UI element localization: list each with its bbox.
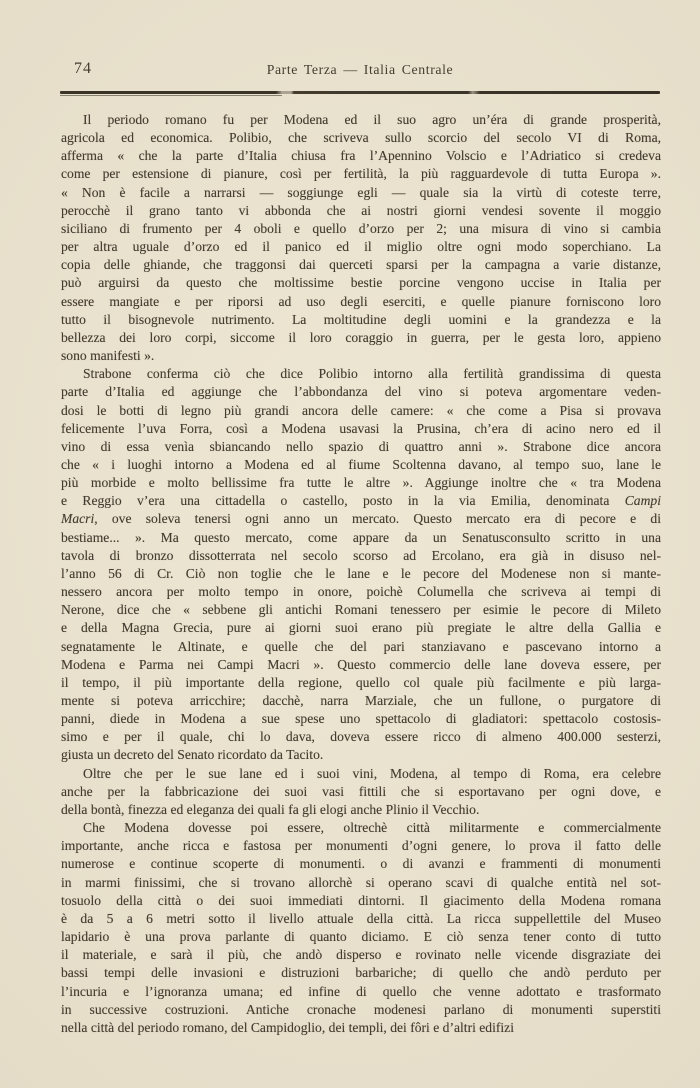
text-line: Nerone, dice che « sebbene gli antichi Romani tenessero per esimie le pecore di Mileto — [61, 602, 661, 618]
text-line: panni, diede in Modena a sue spese uno spettacolo di gladiatori: spettacolo costosis- — [61, 711, 661, 727]
text-line: perocchè il grano tanto vi abbonda che ai nostri giorni vendesi sovente il moggio — [61, 202, 661, 218]
paragraph — [61, 819, 661, 1037]
text-line: tavola di bronzo dissotterrata nel secolo scorso ad Ercolano, era già in disuso nel- — [61, 547, 661, 563]
text-line: bestiame... ». Ma questo mercato, come appare da un Senatusconsulto scritto in una — [61, 529, 661, 545]
page-header — [60, 60, 660, 82]
text-line: l’incuria e l’ignoranza umana; ed infine di quello che venne adottato e trasformato — [61, 983, 661, 999]
text-line: l’anno 56 di Cr. Ciò non toglie che le lane e le pecore del Modenese non si mante- — [61, 565, 661, 581]
text-line: e della Magna Grecia, pure ai giorni suoi erano più pregiate le altre della Gallia e — [61, 620, 661, 636]
text-line: tutto il bisognevole nutrimento. La moltitudine degli uomini e la grandezza e la — [61, 311, 661, 327]
text-line: in successive costruzioni. Antiche cronache modenesi parlano di monumenti superstiti — [61, 1001, 661, 1017]
text-line: felicemente l’uva Forra, così a Modena usavasi la Prusina, ch’era di acino nero ed il — [61, 420, 661, 436]
text-line: Il periodo romano fu per Modena ed il suo agro un’éra di grande prosperità, — [83, 112, 661, 127]
text-line: essere mangiate e per riporsi ad uso degli eserciti, e quelle pianure forniscono loro — [61, 293, 661, 309]
text-line: il materiale, e sarà il più, che andò disperso e rovinato nelle vicende disgraziate dei — [61, 947, 661, 963]
paragraph — [61, 365, 661, 764]
text-line: Oltre che per le sue lane ed i suoi vini, Modena, al tempo di Roma, era celebre — [83, 765, 661, 781]
running-title: Parte Terza — Italia Centrale — [266, 62, 454, 77]
text-line: parte d’Italia ed aggiunge che l’abbondanza del vino si poteva argomentare veden- — [61, 384, 661, 400]
text-line: in marmi finissimi, che si trovano allorchè si operano scavi di qualche entità nel sot- — [61, 874, 661, 890]
text-line: è da 5 a 6 metri sotto il livello attuale della città. La ricca suppellettile del Museo — [61, 910, 661, 926]
text-line: mente si poteva arricchire; dacchè, narra Marziale, che un fullone, o purgatore di — [61, 693, 661, 708]
text-line: Che Modena dovesse poi essere, oltrechè città militarmente e commercialmente — [83, 820, 661, 836]
paragraph — [61, 765, 661, 819]
text-line: numerose e continue scoperte di monumenti. o di avanzi e frammenti di monumenti — [61, 856, 661, 872]
text-line: per altra uguale d’orzo ed il panico ed il miglio oltre ogni modo soperchiano. La — [61, 239, 661, 255]
text-line: Modena e Parma nei Campi Macri ». Questo commercio delle lane doveva essere, per — [61, 656, 661, 672]
text-line: e Reggio v’era una cittadella o castello, posto in la via Emilia, denominata Campi — [61, 493, 661, 509]
text-line: agricola ed economica. Polibio, che scriveva sullo scorcio del secolo VI di Roma, — [61, 130, 661, 146]
text-line: Strabone conferma ciò che dice Polibio intorno alla fertilità grandissima di questa — [83, 366, 661, 382]
text-line: lapidario è una prova parlante di quanto diciamo. E ciò senza tener conto di tutto — [61, 929, 661, 945]
text-line: nessero ancora per molto tempo in onore, poichè Columella che scriveva ai tempi di — [61, 584, 661, 600]
text-line: « Non è facile a narrarsi — soggiunge egli — quale sia la virtù di coteste terre, — [61, 184, 661, 200]
text-line: sono manifesti ». — [61, 348, 155, 364]
text-line: copia delle ghiande, che traggonsi dai querceti sparsi per la campagna a varie distanze, — [61, 257, 661, 273]
text-line: anche per la fabbricazione dei suoi vasi fittili che si esportavano per ogni dove, e — [61, 783, 661, 799]
text-line: il tempo, il più importante della regione, quello col quale più facilmente e più larga- — [61, 674, 661, 690]
text-line: afferma « che la parte d’Italia chiusa fra l’Apennino Volscio e l’Adriatico si credeva — [61, 148, 661, 164]
text-line: può arguirsi da questo che moltissime bestie porcine vengono uccise in Italia per — [61, 275, 661, 291]
text-line: bassi tempi delle invasioni e distruzioni barbariche; di quello che andò perduto per — [61, 965, 661, 981]
text-line: bellezza dei loro corpi, siccome il loro coraggio in guerra, per le gesta loro, appieno — [61, 329, 661, 345]
header-rule — [60, 91, 660, 94]
text-line: giusta un decreto del Senato ricordato da Tacito. — [61, 747, 324, 763]
paragraph — [61, 111, 661, 365]
text-line: più morbide e molto bellissime fra tutte le altre ». Aggiunge inoltre che « tra Modena — [61, 475, 661, 491]
text-line: simo e per il quale, chi lo dava, doveva essere ricco di almeno 400.000 sesterzi, — [61, 729, 661, 745]
text-line: che « i luoghi intorno a Modena ed al fiume Scoltenna davano, al tempo suo, lane le — [61, 456, 661, 472]
text-block — [61, 111, 661, 1037]
text-line: tosuolo della città o dei suoi immediati dintorni. Il giacimento della Modena romana — [61, 892, 661, 908]
text-line: importante, anche ricca e fastosa per monumenti d’ogni genere, lo prova il fatto delle — [61, 838, 661, 854]
page-number: 74 — [74, 60, 92, 77]
text-line: come per estensione di pianure, così per fertilità, la più ragguardevole di tutta Europa ». — [61, 166, 661, 182]
text-line: nella città del periodo romano, del Campidoglio, dei templi, dei fôri e d’altri edifizi — [61, 1019, 514, 1035]
text-line: siciliano di frumento per 4 oboli e quello d’orzo per 2; una misura di vino si cambia — [61, 220, 661, 236]
text-line: della bontà, finezza ed eleganza dei quali fa gli elogi anche Plinio il Vecchio. — [61, 801, 480, 817]
text-line: segnatamente le Altinate, e quelle che del pari stanziavano e pascevano intorno a — [61, 638, 661, 654]
text-line: vino di essa venìa sbiancando nello spazio di quattro anni ». Strabone dice ancora — [61, 438, 661, 454]
text-line: dosi le botti di legno più grandi ancora delle camere: « che come a Pisa si provava — [61, 402, 661, 418]
text-line: Macri, ove soleva tenersi ogni anno un mercato. Questo mercato era di pecore e di — [61, 511, 661, 527]
